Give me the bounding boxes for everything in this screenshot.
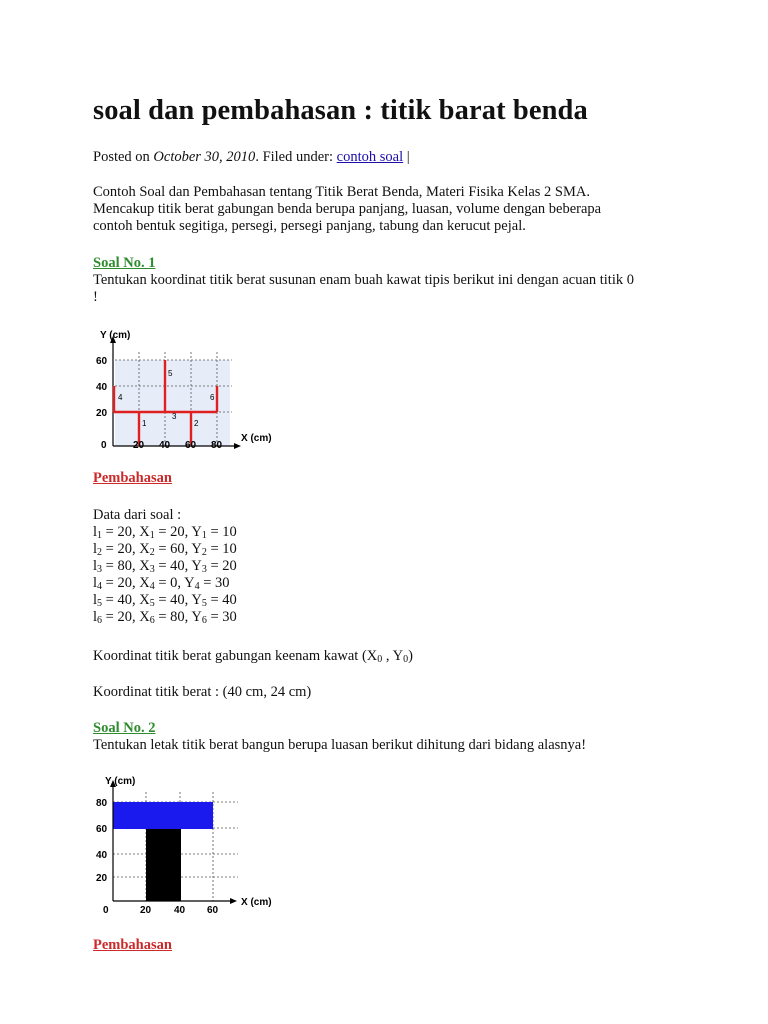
figure-1-y-label: Y (cm) xyxy=(100,330,131,341)
data-row: $l_2 = 20$, $X_2 = 60$, $Y_2 = 10$ xyxy=(93,541,237,558)
post-meta xyxy=(93,149,410,167)
meta-separator: | xyxy=(406,149,410,165)
soal-2-heading: Soal No. 2 xyxy=(93,720,156,736)
filed-under-label: . Filed under: xyxy=(255,149,334,165)
soal-1-heading: Soal No. 1 xyxy=(93,255,156,271)
result-text: Koordinat titik berat : (40 cm, 24 cm) xyxy=(93,684,312,700)
soal-1-figure xyxy=(90,322,290,454)
figure-2-top-rectangle xyxy=(113,802,213,829)
post-date: October 30, 2010 xyxy=(153,149,256,165)
figure-2-x-tick-20: 20 xyxy=(140,905,152,916)
pembahasan-2-heading: Pembahasan xyxy=(93,937,172,953)
data-row: $l_6 = 20$, $X_6 = 80$, $Y_6 = 30$ xyxy=(93,609,237,626)
figure-2-x-arrow-icon xyxy=(230,898,237,904)
figure-2-y-tick-20: 20 xyxy=(96,873,108,884)
data-row: $l_3 = 80$, $X_3 = 40$, $Y_3 = 20$ xyxy=(93,558,237,575)
category-link[interactable]: contoh soal xyxy=(336,149,404,165)
intro-line-2: Mencakup titik berat gabungan benda berupa panjang, luasan, volume dengan beberapa xyxy=(93,201,602,217)
figure-2-bottom-rectangle xyxy=(146,829,181,901)
figure-1-x-arrow-icon xyxy=(234,443,241,449)
pembahasan-1-heading: Pembahasan xyxy=(93,470,172,486)
figure-1-grid-area xyxy=(115,360,230,446)
data-row: $l_1 = 20$, $X_1 = 20$, $Y_1 = 10$ xyxy=(93,524,237,541)
figure-1-y-tick-60: 60 xyxy=(96,356,108,367)
page-title: soal dan pembahasan : titik barat benda xyxy=(93,95,588,126)
figure-1-x-tick-0: 0 xyxy=(101,440,107,451)
figure-1-x-tick-40: 40 xyxy=(159,440,171,451)
figure-2-x-label: X (cm) xyxy=(241,897,272,908)
soal-2-text: Tentukan letak titik berat bangun berupa luasan berikut dihitung dari bidang alasnya! xyxy=(93,737,587,753)
wire-label-1: 1 xyxy=(142,419,147,428)
wire-label-4: 4 xyxy=(118,393,123,402)
intro-line-1: Contoh Soal dan Pembahasan tentang Titik Berat Benda, Materi Fisika Kelas 2 SMA. xyxy=(93,184,590,200)
data-intro: Data dari soal : xyxy=(93,507,182,523)
figure-1-y-tick-40: 40 xyxy=(96,382,108,393)
data-row: $l_5 = 40$, $X_5 = 40$, $Y_5 = 40$ xyxy=(93,592,237,609)
figure-1-y-tick-20: 20 xyxy=(96,408,108,419)
gabungan-text: Koordinat titik berat gabungan keenam kawat ($X_0$ , $Y_0$) xyxy=(93,648,413,665)
figure-2-y-tick-80: 80 xyxy=(96,798,108,809)
figure-2-y-tick-60: 60 xyxy=(96,824,108,835)
wire-label-3: 3 xyxy=(172,412,177,421)
figure-2-x-tick-60: 60 xyxy=(207,905,219,916)
soal-2-figure xyxy=(90,770,290,918)
soal-1-text-2: ! xyxy=(93,289,98,305)
figure-1-x-tick-60: 60 xyxy=(185,440,197,451)
wire-label-6: 6 xyxy=(210,393,215,402)
figure-1-x-label: X (cm) xyxy=(241,433,272,444)
wire-label-5: 5 xyxy=(168,369,173,378)
intro-line-3: contoh bentuk segitiga, persegi, persegi panjang, tabung dan kerucut pejal. xyxy=(93,218,526,234)
data-row: $l_4 = 20$, $X_4 = 0$, $Y_4 = 30$ xyxy=(93,575,230,592)
soal-1-text-1: Tentukan koordinat titik berat susunan enam buah kawat tipis berikut ini dengan acuan titik 0 xyxy=(93,272,634,288)
figure-2-y-tick-40: 40 xyxy=(96,850,108,861)
figure-2-y-label: Y (cm) xyxy=(105,776,136,787)
wire-label-2: 2 xyxy=(194,419,199,428)
posted-on-label: Posted on xyxy=(93,149,150,165)
figure-2-x-tick-40: 40 xyxy=(174,905,186,916)
figure-2-x-tick-0: 0 xyxy=(103,905,109,916)
figure-1-x-tick-20: 20 xyxy=(133,440,145,451)
figure-1-x-tick-80: 80 xyxy=(211,440,223,451)
